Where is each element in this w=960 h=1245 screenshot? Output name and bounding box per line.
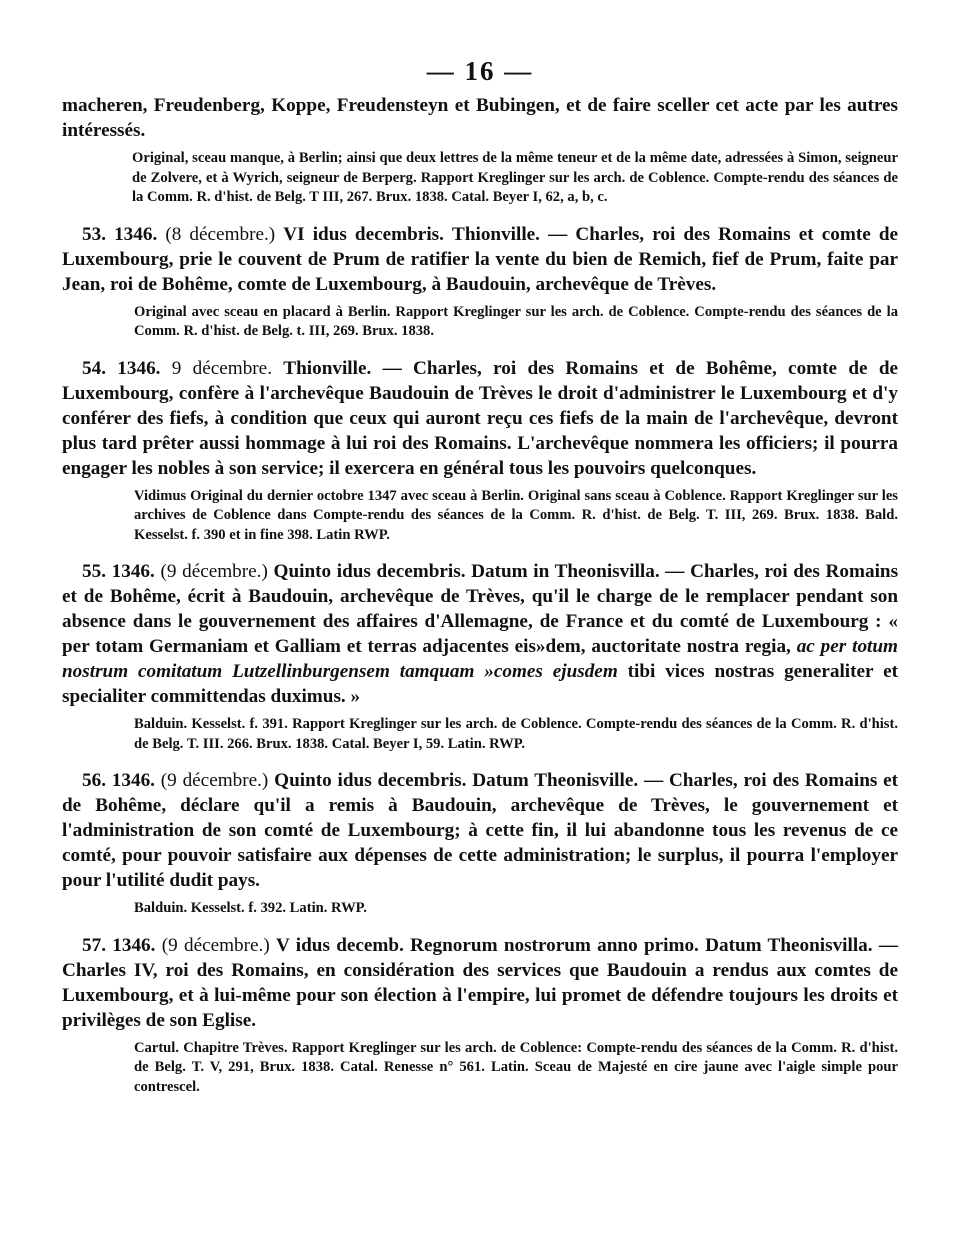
- continuation-note: Original, sceau manque, à Berlin; ainsi que deux lettres de la même teneur et de la même date, adressées à Simon, seigneur de Zolvere, et à Wyrich, seigneur de Berperg. Rapport Kreglinger sur les arch. de Coblence. Compte-rendu des séances de la Comm. R. d'hist. de Belg. T III, 267. Brux. 1838. Catal. Beyer I, 62, a, b, c.: [132, 150, 898, 205]
- entry-54: [62, 356, 898, 546]
- entry-number: 54.: [82, 357, 106, 379]
- continuation-text: macheren, Freudenberg, Koppe, Freudensteyn et Bubingen, et de faire sceller cet acte par les autres intéressés.: [62, 95, 898, 141]
- entry-latin-date: Quinto idus decembris. Datum in Theonisvilla.: [273, 561, 660, 582]
- entry-place: Thionville.: [452, 223, 540, 245]
- entry-note: Balduin. Kesselst. f. 392. Latin. RWP.: [134, 900, 367, 916]
- entry-text: — Charles, roi des Romains et de Bohême, comte de de Luxembourg, confère à l'archevêque Baudouin de Trèves le droit d'administrer le Luxembourg et d'y conférer des fiefs, à condition que ceux qui auront reçu ces fiefs de la main de l'archevêque, devront plus tard prêter aussi hommage à lui roi des Romains. L'archevêque nommera les officiers; il pourra engager les nobles à son service; il exercera en général tous les pouvoirs quelconques.: [62, 357, 899, 479]
- entry-55: [62, 559, 898, 754]
- entry-latin-date: V idus decemb. Regnorum nostrorum anno primo. Datum Theonisvilla.: [276, 934, 873, 956]
- entry-year: 1346.: [114, 223, 158, 245]
- entry-number: 55.: [82, 561, 106, 582]
- entry-date: (9 décembre.): [160, 561, 268, 582]
- entry-text: — Charles, roi des Romains et comte de Luxembourg, prie le couvent de Prum de ratifier la vente du bien de Remich, fief de Prum, faite par Jean, roi de Bohême, comte de Luxembourg, à Baudouin, archevêque de Trèves.: [62, 223, 899, 295]
- entry-text: — Charles, roi des Romains et de Bohême, écrit à Baudouin, archevêque de Trèves, qu'il le charge de le remplacer pendant son absence dans le gouvernement des affaires d'Allemagne, de France et du comté de Luxembourg :: [62, 561, 899, 632]
- entry-latin-date: Quinto idus decembris. Datum Theonisville.: [274, 770, 639, 791]
- entry-quote-italic: ac per totum nostrum comitatum Lutzellinburgensem tamquam »comes ejusdem: [62, 636, 898, 682]
- entry-56: [62, 768, 898, 919]
- entry-note: Original avec sceau en placard à Berlin. Rapport Kreglinger sur les arch. de Coblence. Compte-rendu des séances de la Comm. R. d'hist. de Belg. t. III, 269. Brux. 1838.: [134, 303, 898, 339]
- entry-year: 1346.: [111, 561, 155, 582]
- entry-year: 1346.: [111, 770, 155, 791]
- entry-year: 1346.: [117, 357, 161, 379]
- continuation-block: [62, 93, 898, 208]
- entry-place: Thionville.: [283, 357, 372, 379]
- entry-53: [62, 222, 898, 342]
- entry-note: Vidimus Original du dernier octobre 1347 avec sceau à Berlin. Original sans sceau à Coblence. Rapport Kreglinger sur les archives de Coblence dans Compte-rendu des séances de la Comm. R. d'hist. de Belg. T. III, 269. Brux. 1838. Bald. Kesselst. f. 390 et in fine 398. Latin RWP.: [134, 487, 898, 543]
- entry-date: (9 décembre.): [161, 934, 270, 956]
- entry-number: 56.: [82, 770, 106, 791]
- entry-text: — Charles, roi des Romains et de Bohême, déclare qu'il a remis à Baudouin, archevêque de Trèves, le gouvernement et l'administration de son comté de Luxembourg; à cette fin, il lui abandonne tous les revenus de ce comté, pour pouvoir satisfaire aux dépenses de cette administration; le surplus, il pourra l'employer pour l'utilité dudit pays.: [62, 770, 899, 891]
- entry-quote-end: tibi vices nostras generaliter et specialiter committendas duximus. »: [62, 661, 898, 707]
- entry-57: [62, 933, 898, 1098]
- entry-number: 53.: [82, 223, 106, 245]
- entry-note: Balduin. Kesselst. f. 391. Rapport Kreglinger sur les arch. de Coblence. Compte-rendu des séances de la Comm. R. d'hist. de Belg. T. III. 266. Brux. 1838. Catal. Beyer I, 59. Latin. RWP.: [134, 716, 898, 752]
- page: [62, 48, 898, 1097]
- entry-latin-date: VI idus decembris.: [283, 223, 444, 245]
- entry-text: — Charles IV, roi des Romains, en considération des services que Baudouin a rendus aux comtes de Luxembourg, et à lui-même pour son élection à l'empire, lui promet de défendre toujours les droits et privilèges de son Eglise.: [62, 934, 899, 1031]
- entry-date: (8 décembre.): [165, 223, 276, 245]
- entry-year: 1346.: [112, 934, 156, 956]
- entry-number: 57.: [82, 934, 106, 956]
- entry-note: Cartul. Chapitre Trèves. Rapport Kreglinger sur les arch. de Coblence: Compte-rendu des séances de la Comm. R. d'hist. de Belg. T. V, 291, Brux. 1838. Catal. Renesse n° 561. Latin. Sceau de Majesté en cire jaune avec l'aigle simple pour contrescel.: [134, 1039, 898, 1095]
- entry-date: 9 décembre.: [171, 357, 272, 379]
- entry-quote-start: « per totam Germaniam et Galliam et terras adjacentes eis»dem, auctoritate nostra regia,: [62, 611, 899, 657]
- page-number: — 16 —: [426, 56, 534, 86]
- entry-date: (9 décembre.): [160, 770, 269, 791]
